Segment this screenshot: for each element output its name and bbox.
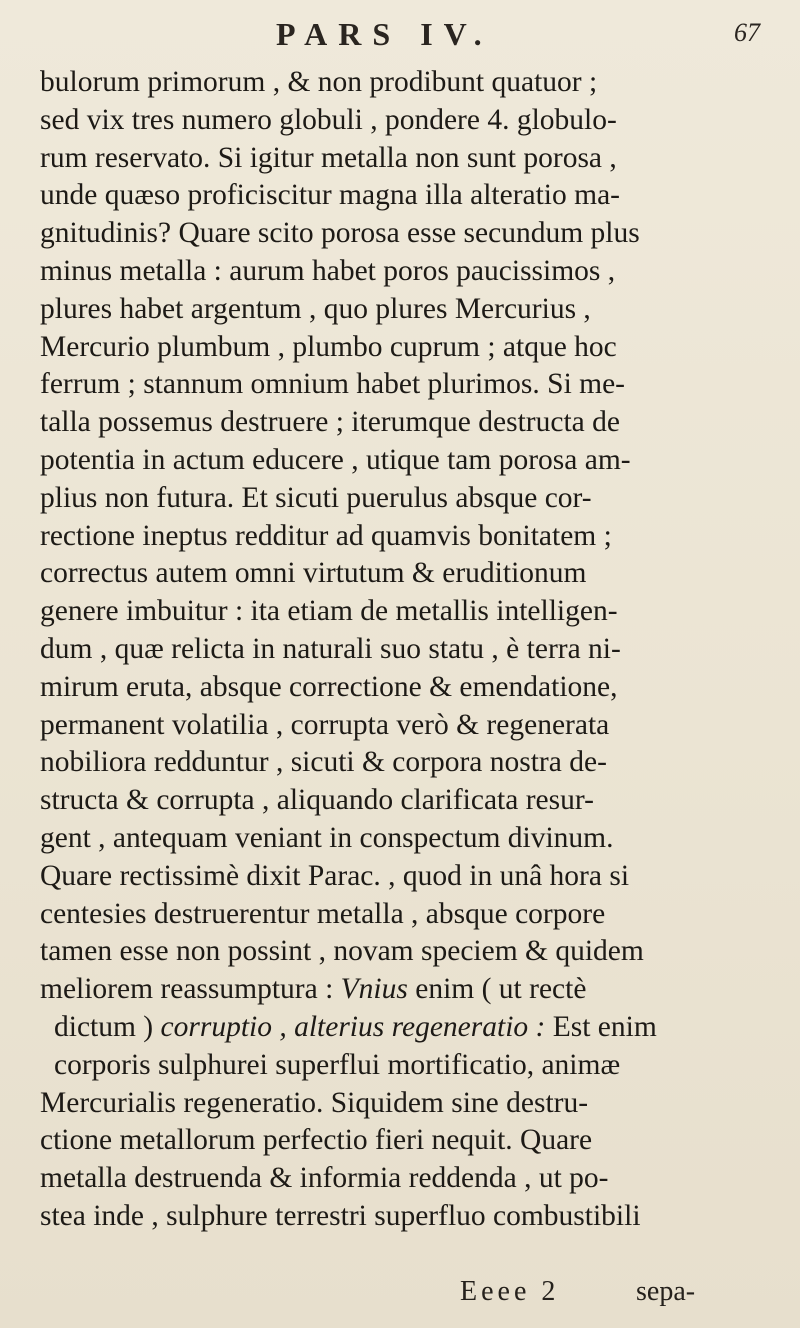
page-number: 67: [734, 18, 760, 47]
text-line: plius non futura. Et sicuti puerulus absque cor-: [40, 481, 592, 514]
page-footer: [0, 1276, 800, 1316]
text-line: unde quæso proficiscitur magna illa alteratio ma-: [40, 179, 620, 212]
text-line: talla possemus destruere ; iterumque destructa de: [40, 406, 620, 439]
text-line: mirum eruta, absque correctione & emendatione,: [40, 670, 618, 703]
italic-text: Vnius: [340, 973, 408, 1006]
text-line: tamen esse non possint , novam speciem & quidem: [40, 935, 644, 968]
text-line: [40, 971, 586, 1007]
text-line: centesies destruerentur metalla , absque corpore: [40, 897, 606, 930]
text-line: bulorum primorum , & non prodibunt quatuor ;: [40, 66, 598, 98]
text-line: plures habet argentum , quo plures Mercurius ,: [40, 292, 591, 325]
text-line: ferrum ; stannum omnium habet plurimos. Si me-: [40, 368, 626, 401]
running-title: PARS IV.: [276, 16, 493, 52]
text-line: [54, 1009, 657, 1045]
text-line: Mercurialis regeneratio. Siquidem sine destru-: [40, 1086, 589, 1119]
text-line: genere imbuitur : ita etiam de metallis intelligen-: [40, 595, 618, 628]
text-line: nobiliora redduntur , sicuti & corpora nostra de-: [40, 746, 607, 779]
text-segment: dictum ): [54, 1011, 161, 1043]
catchword: sepa-: [636, 1276, 696, 1307]
text-line: metalla destruenda & informia reddenda , ut po-: [40, 1162, 609, 1195]
text-line: sed vix tres numero globuli , pondere 4. globulo-: [40, 103, 617, 136]
page-header: [0, 14, 800, 62]
text-line: Mercurio plumbum , plumbo cuprum ; atque hoc: [40, 330, 617, 363]
text-line: rectione ineptus redditur ad quamvis bonitatem ;: [40, 519, 612, 552]
text-line: corporis sulphurei superflui mortificatio, animæ: [54, 1048, 621, 1081]
text-segment: Est enim: [545, 1011, 657, 1043]
italic-text: corruptio , alterius regeneratio :: [160, 1011, 546, 1043]
text-line: permanent volatilia , corrupta verò & regenerata: [40, 708, 610, 741]
text-segment: enim ( ut rectè: [407, 973, 587, 1006]
text-line: ctione metallorum perfectio fieri nequit. Quare: [40, 1124, 593, 1157]
text-line: potentia in actum educere , utique tam porosa am-: [40, 444, 631, 476]
text-segment: meliorem reassumptura :: [40, 973, 341, 1006]
text-line: gent , antequam veniant in conspectum divinum.: [40, 822, 614, 854]
text-line: structa & corrupta , aliquando clarificata resur-: [40, 784, 594, 817]
text-line: Quare rectissimè dixit Parac. , quod in unâ hora si: [40, 859, 630, 892]
text-line: stea inde , sulphure terrestri superfluo combustibili: [40, 1200, 641, 1232]
signature-mark: Eeee 2: [460, 1276, 560, 1307]
text-line: dum , quæ relicta in naturali suo statu , è terra ni-: [40, 633, 621, 665]
text-line: gnitudinis? Quare scito porosa esse secundum plus: [40, 217, 640, 250]
text-line: correctus autem omni virtutum & eruditionum: [40, 557, 587, 590]
text-line: rum reservato. Si igitur metalla non sunt porosa ,: [40, 141, 617, 174]
text-line: minus metalla : aurum habet poros paucissimos ,: [40, 255, 616, 287]
